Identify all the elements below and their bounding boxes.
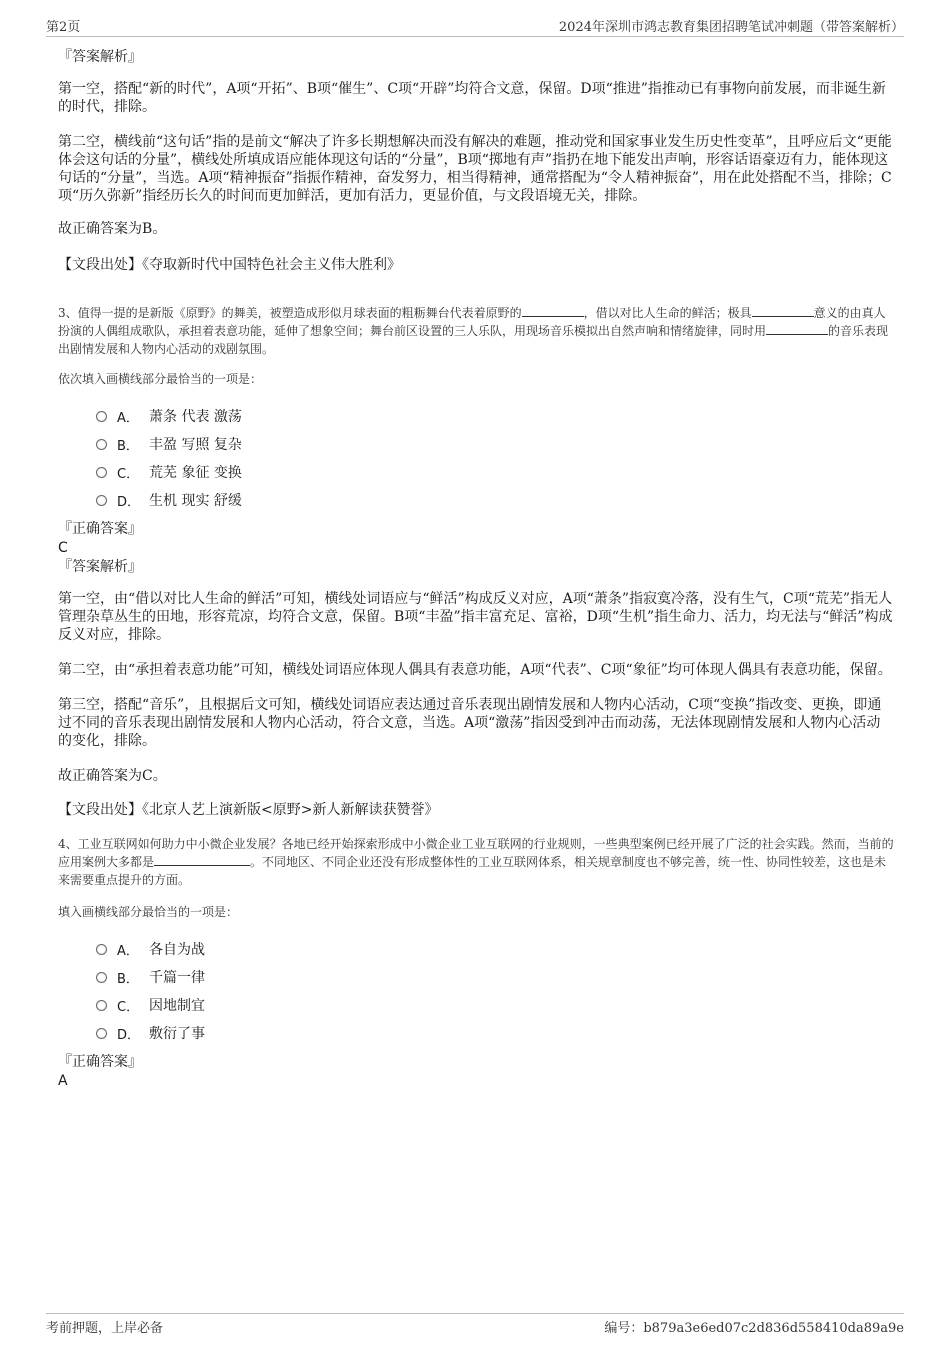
correct-answer: C xyxy=(58,540,68,556)
radio-button[interactable] xyxy=(96,1028,107,1039)
radio-button[interactable] xyxy=(96,439,107,450)
option-a[interactable]: A． 萧条 代表 激荡 xyxy=(96,402,894,430)
question-prompt: 填入画横线部分最恰当的一项是： xyxy=(58,905,239,919)
answer-label: 『正确答案』 xyxy=(58,521,142,537)
option-a[interactable]: A． 各自为战 xyxy=(96,935,894,963)
page-footer xyxy=(46,1313,904,1336)
options-list xyxy=(58,935,894,1047)
analysis-paragraph: 第一空，由“借以对比人生命的鲜活”可知，横线处词语应与“鲜活”构成反义对应，A项“萧条”指寂寞冷落，没有生气，C项“荒芜”指无人管理杂草丛生的田地，形容荒凉，均符合文意，保留。B项“丰盈”指丰富充足、富裕，D项“生机”指生命力、活力，均无法与“鲜活”构成反义对应，排除。 xyxy=(58,591,893,643)
source-citation: 【文段出处】《夺取新时代中国特色社会主义伟大胜利》 xyxy=(58,257,401,273)
option-c[interactable]: C． 荒芜 象征 变换 xyxy=(96,458,894,486)
radio-button[interactable] xyxy=(96,411,107,422)
correct-answer: A xyxy=(58,1073,68,1089)
page-header xyxy=(46,14,904,37)
footer-slogan: 考前押题，上岸必备 xyxy=(46,1321,164,1336)
answer-blank xyxy=(522,304,584,317)
question-prompt: 依次填入画横线部分最恰当的一项是： xyxy=(58,372,263,386)
answer-blank xyxy=(766,322,828,335)
document-id: 编号：b879a3e6ed07c2d836d558410da89a9e xyxy=(604,1321,904,1336)
option-d[interactable]: D． 生机 现实 舒缓 xyxy=(96,486,894,514)
option-b[interactable]: B． 千篇一律 xyxy=(96,963,894,991)
radio-button[interactable] xyxy=(96,495,107,506)
option-c[interactable]: C． 因地制宜 xyxy=(96,991,894,1019)
analysis-label: 『答案解析』 xyxy=(58,559,142,575)
answer-label: 『正确答案』 xyxy=(58,1054,142,1070)
analysis-paragraph: 第二空，由“承担着表意功能”可知，横线处词语应体现人偶具有表意功能，A项“代表”、C项“象征”均可体现人偶具有表意功能，保留。 xyxy=(58,662,892,678)
radio-button[interactable] xyxy=(96,1000,107,1011)
document-title: 2024年深圳市鸿志教育集团招聘笔试冲刺题（带答案解析） xyxy=(558,20,904,35)
radio-button[interactable] xyxy=(96,972,107,983)
analysis-label: 『答案解析』 xyxy=(58,49,142,65)
analysis-paragraph: 故正确答案为B。 xyxy=(58,221,167,237)
option-d[interactable]: D． 敷衍了事 xyxy=(96,1019,894,1047)
radio-button[interactable] xyxy=(96,944,107,955)
radio-button[interactable] xyxy=(96,467,107,478)
answer-blank xyxy=(154,853,250,866)
page-number: 第2页 xyxy=(46,20,81,35)
analysis-paragraph: 第二空，横线前“这句话”指的是前文“解决了许多长期想解决而没有解决的难题，推动党和国家事业发生历史性变革”，且呼应后文“更能体会这句话的分量”，横线处所填成语应能体现这句话的“分量”，B项“掷地有声”指扔在地下能发出声响，形容话语豪迈有力，能体现这句话的“分量”，当选。A项“精神振奋”指振作精神，奋发努力，相当得精神，通常搭配为“令人精神振奋”，用在此处搭配不当，排除；C项“历久弥新”指经历长久的时间而更加鲜活，更加有活力，更显价值，与文段语境无关，排除。 xyxy=(58,134,892,204)
question-text: 3、值得一提的是新版《原野》的舞美，被塑造成形似月球表面的粗粝舞台代表着原野的 ，借以对比人生命的鲜活；极具 意义的由真人扮演的人偶组成歌队，承担着表意功能，延伸了想象空间；舞台前区设置的三人乐队，用现场音乐模拟出自然声响和情绪旋律，同时用 的音乐表现出剧情发展和人物内心活动的戏剧氛围。 xyxy=(58,306,889,356)
source-citation: 【文段出处】《北京人艺上演新版<原野>新人新解读获赞誉》 xyxy=(58,802,439,818)
answer-blank xyxy=(752,304,814,317)
analysis-paragraph: 第一空，搭配“新的时代”，A项“开拓”、B项“催生”、C项“开辟”均符合文意，保留。D项“推进”指推动已有事物向前发展，而非诞生新的时代，排除。 xyxy=(58,81,886,115)
analysis-paragraph: 第三空，搭配“音乐”，且根据后文可知，横线处词语应表达通过音乐表现出剧情发展和人物内心活动，C项“变换”指改变、更换，即通过不同的音乐表现出剧情发展和人物内心活动，符合文意，当选。A项“激荡”指因受到冲击而动荡，无法体现剧情发展和人物内心活动的变化，排除。 xyxy=(58,697,882,749)
question-text: 4、工业互联网如何助力中小微企业发展？各地已经开始探索形成中小微企业工业互联网的行业规则，一些典型案例已经开展了广泛的社会实践。然而，当前的应用案例大多都是 。不同地区、不同企业还没有形成整体性的工业互联网体系，相关规章制度也不够完善，统一性、协同性较差，这也是未来需要重点提升的方面。 xyxy=(58,837,894,887)
analysis-paragraph: 故正确答案为C。 xyxy=(58,768,167,784)
option-b[interactable]: B． 丰盈 写照 复杂 xyxy=(96,430,894,458)
main-content xyxy=(58,46,894,1090)
options-list xyxy=(58,402,894,514)
